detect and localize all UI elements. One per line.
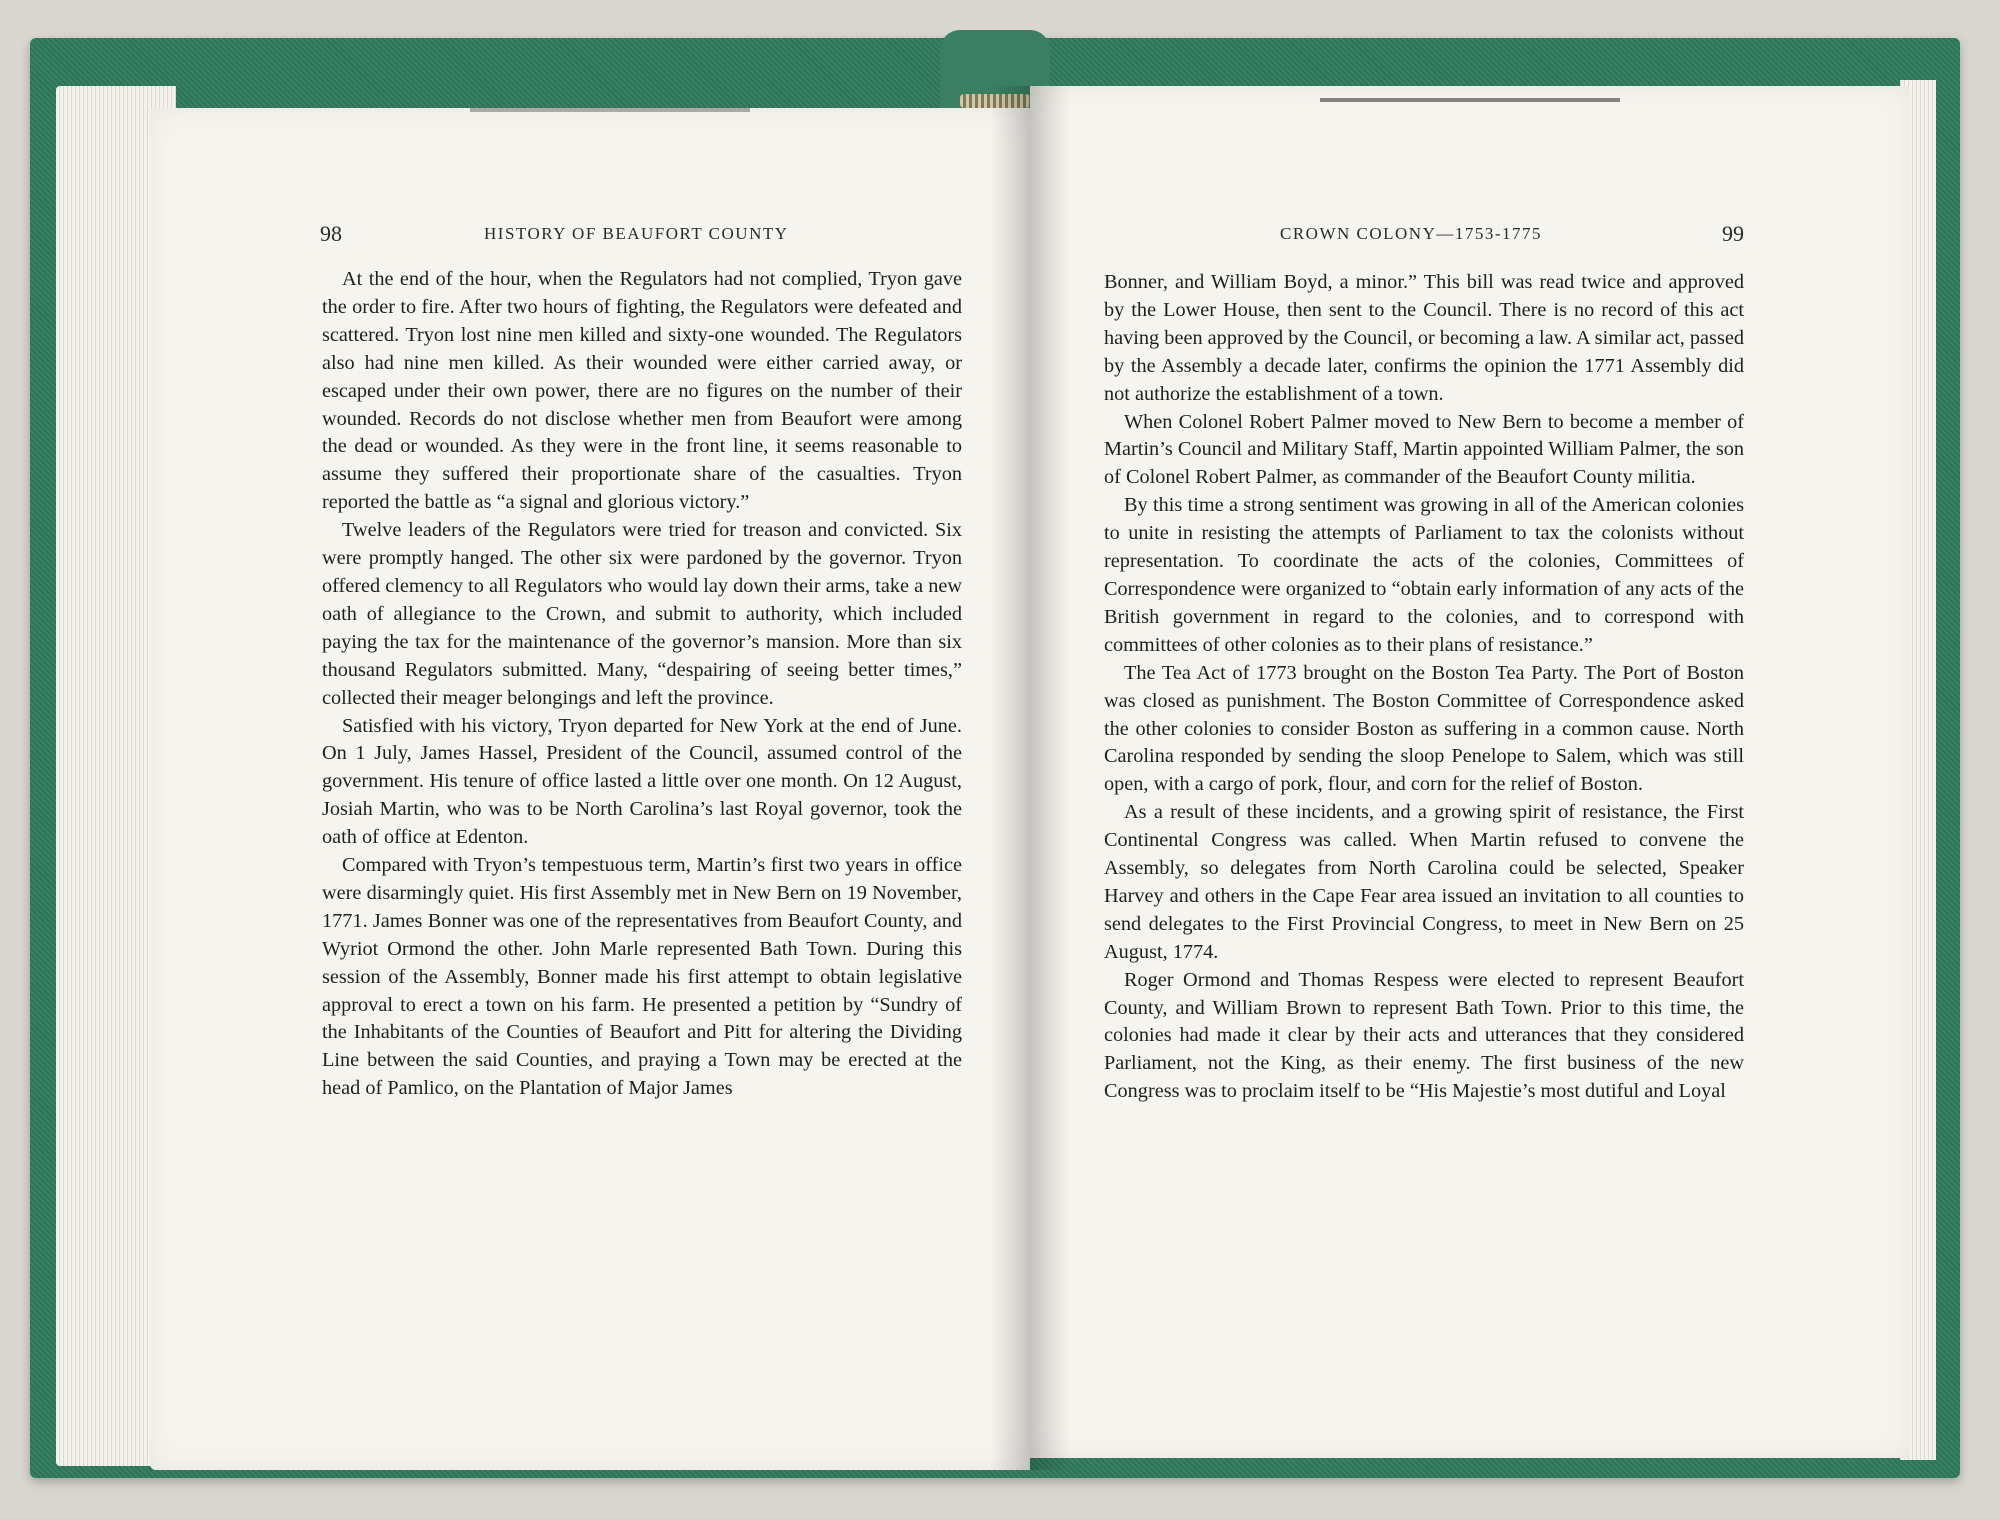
paragraph: As a result of these incidents, and a growing spirit of resistance, the First Continental Congress was called. When Martin refused to convene the Assembly, so delegates from North Carolina could be selected, Speaker Harvey and others in the Cape Fear area issued an invitation to all counties to send delegates to the First Provincial Congress, to meet in New Bern on 25 August, 1774. (1104, 801, 1744, 963)
running-head-left: HISTORY OF BEAUFORT COUNTY (484, 224, 789, 243)
paragraph: When Colonel Robert Palmer moved to New Bern to become a member of Martin’s Council and Military Staff, Martin appointed William Palmer, the son of Colonel Robert Palmer, as commander of the Beaufort County militia. (1104, 410, 1744, 489)
book-gutter (990, 86, 1070, 1470)
page-number-right: 99 (1722, 221, 1744, 246)
paragraph: At the end of the hour, when the Regulators had not complied, Tryon gave the order to fire. After two hours of fighting, the Regulators were defeated and scattered. Tryon lost nine men killed and sixty-one wounded. The Regulators also had nine men killed. As their wounded were either carried away, or escaped under their own power, there are no figures on the number of their wounded. Records do not disclose whether men from Beaufort were among the dead or wounded. As they were in the front line, it seems reasonable to assume they suffered their proportionate share of the casualties. Tryon reported the battle as “a signal and glorious victory.” (322, 268, 962, 514)
bleed-through-mark (1320, 98, 1620, 102)
left-page-text (322, 266, 962, 1103)
paragraph: By this time a strong sentiment was growing in all of the American colonies to unite in resisting the attempts of Parliament to tax the colonists without representation. To coordinate the acts of the colonies, Committees of Correspondence were organized to “obtain early information of any acts of the British government in regard to the colonies, and to correspond with committees of other colonies as to their plans of resistance.” (1104, 494, 1744, 656)
right-page-text (1104, 269, 1744, 1106)
page-number-left: 98 (320, 221, 342, 246)
paragraph: The Tea Act of 1773 brought on the Boston Tea Party. The Port of Boston was closed as punishment. The Boston Committee of Correspondence asked the other colonies to consider Boston as suffering in a common cause. North Carolina responded by sending the sloop Penelope to Salem, which was still open, with a cargo of pork, flour, and corn for the relief of Boston. (1104, 661, 1744, 796)
paragraph: Compared with Tryon’s tempestuous term, Martin’s first two years in office were disarmingly quiet. His first Assembly met in New Bern on 19 November, 1771. James Bonner was one of the representatives from Beaufort County, and Wyriot Ormond the other. John Marle represented Bath Town. During this session of the Assembly, Bonner made his first attempt to obtain legislative approval to erect a town on his farm. He presented a petition by “Sundry of the Inhabitants of the Counties of Beaufort and Pitt for altering the Dividing Line between the said Counties, and praying a Town may be erected at the head of Pamlico, on the Plantation of Major James (322, 854, 962, 1100)
paragraph: Bonner, and William Boyd, a minor.” This bill was read twice and approved by the Lower House, then sent to the Council. There is no record of this act having been approved by the Council, or becoming a law. A similar act, passed by the Assembly a decade later, confirms the opinion the 1771 Assembly did not authorize the establishment of a town. (1104, 271, 1744, 405)
paragraph: Roger Ormond and Thomas Respess were elected to represent Beaufort County, and William Brown to represent Bath Town. Prior to this time, the colonies had made it clear by their acts and utterances that they considered Parliament, not the King, as their enemy. The first business of the new Congress was to proclaim itself to be “His Majestie’s most dutiful and Loyal (1104, 968, 1744, 1103)
running-head-right: CROWN COLONY—1753-1775 (1280, 224, 1543, 243)
paragraph: Satisfied with his victory, Tryon departed for New York at the end of June. On 1 July, James Hassel, President of the Council, assumed control of the government. His tenure of office lasted a little over one month. On 12 August, Josiah Martin, who was to be North Carolina’s last Royal governor, took the oath of office at Edenton. (322, 714, 962, 849)
paragraph: Twelve leaders of the Regulators were tried for treason and convicted. Six were promptly hanged. The other six were pardoned by the governor. Tryon offered clemency to all Regulators who would lay down their arms, take a new oath of allegiance to the Crown, and submit to authority, which included paying the tax for the maintenance of the governor’s mansion. More than six thousand Regulators submitted. Many, “despairing of seeing better times,” collected their meager belongings and left the province. (322, 519, 962, 709)
bleed-through-mark (470, 108, 750, 112)
